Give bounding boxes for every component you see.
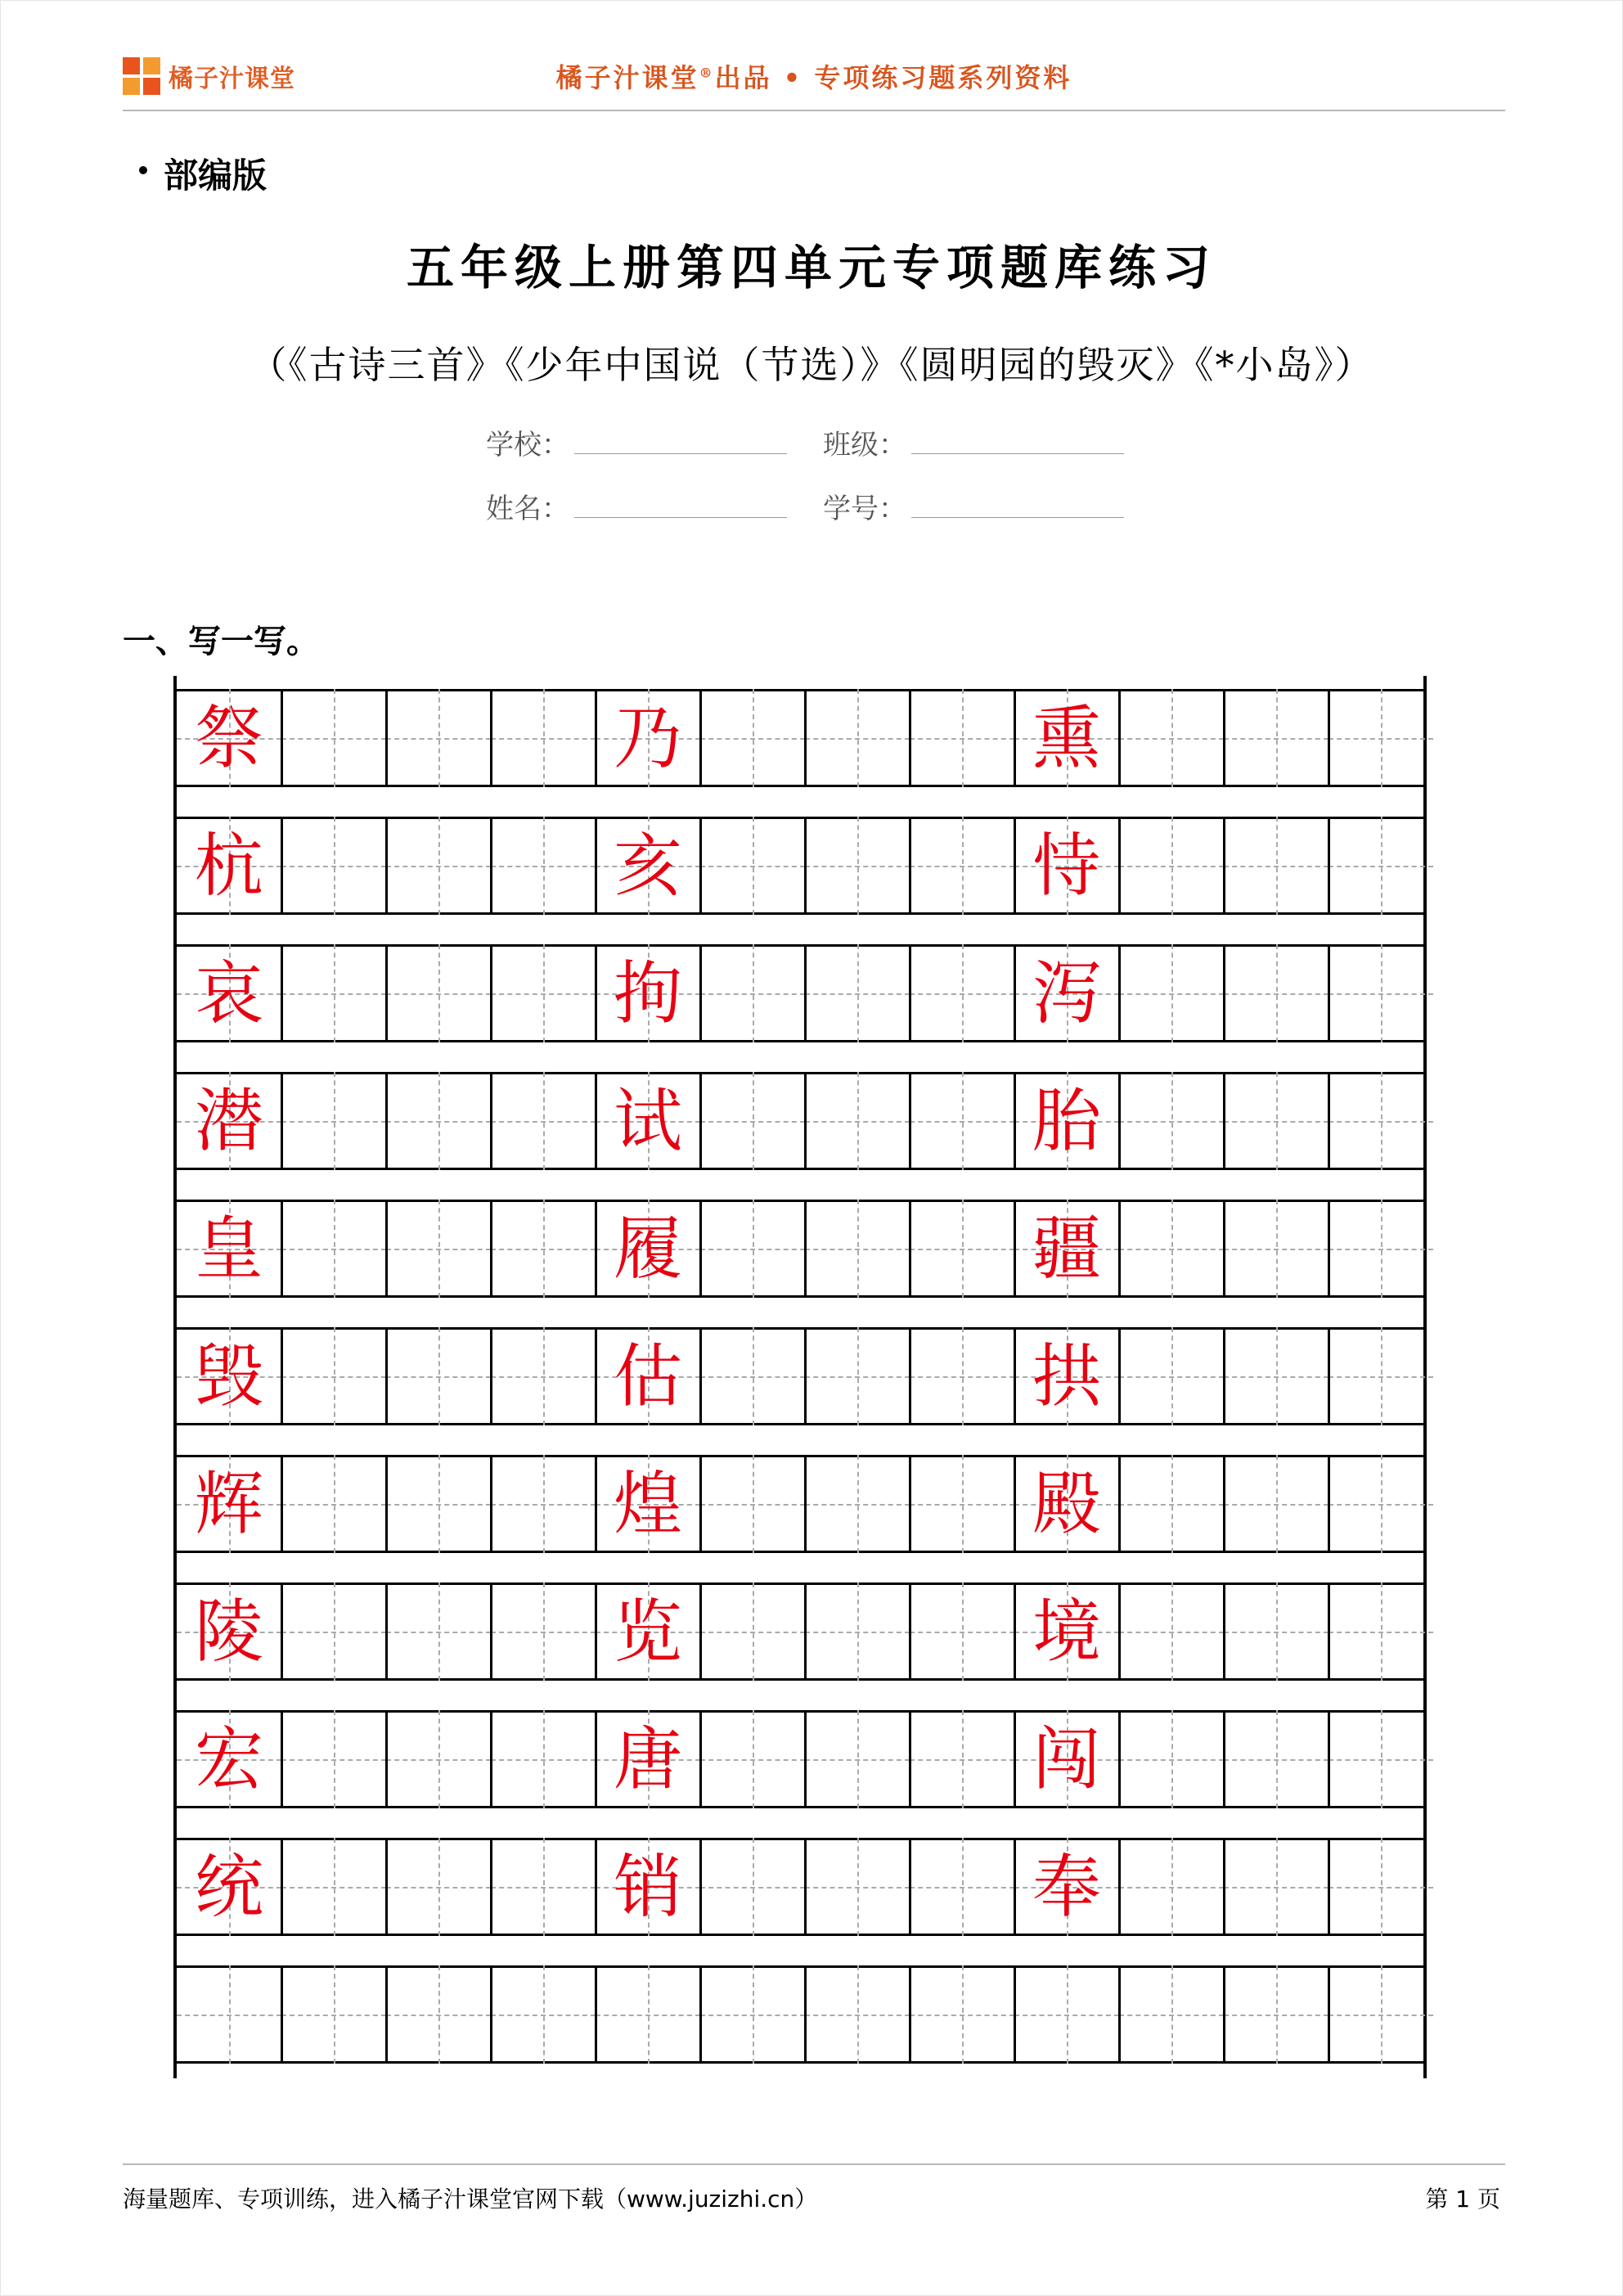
writing-cell[interactable] bbox=[1014, 1838, 1119, 1936]
cell-divider bbox=[804, 689, 807, 787]
writing-cell[interactable] bbox=[491, 817, 596, 915]
writing-cell[interactable] bbox=[1014, 1072, 1119, 1170]
cell-divider bbox=[1223, 817, 1225, 915]
writing-cell[interactable] bbox=[177, 817, 281, 915]
writing-cell[interactable] bbox=[1119, 1072, 1224, 1170]
cell-divider bbox=[1223, 1072, 1225, 1170]
cell-divider bbox=[1223, 1965, 1225, 2064]
cell-divider bbox=[1223, 1582, 1225, 1681]
writing-cell[interactable] bbox=[281, 1582, 386, 1681]
cell-divider bbox=[385, 1838, 388, 1936]
writing-cell[interactable] bbox=[1329, 1200, 1433, 1298]
cell-divider bbox=[490, 689, 492, 787]
cell-divider bbox=[909, 1327, 911, 1425]
model-character: 乃 bbox=[613, 698, 682, 778]
cell-divider bbox=[385, 1582, 388, 1681]
model-character: 疆 bbox=[1032, 1209, 1101, 1289]
model-character: 试 bbox=[613, 1081, 682, 1161]
writing-cell[interactable] bbox=[386, 1582, 491, 1681]
writing-cell[interactable] bbox=[1329, 1838, 1433, 1936]
cell-divider bbox=[1223, 1838, 1225, 1936]
writing-cell[interactable] bbox=[1014, 1455, 1119, 1553]
model-character bbox=[596, 1965, 700, 2064]
writing-cell[interactable] bbox=[805, 1710, 910, 1808]
model-character: 亥 bbox=[613, 826, 682, 906]
cell-divider bbox=[1223, 1200, 1225, 1298]
cell-divider bbox=[1328, 1582, 1330, 1681]
writing-cell[interactable] bbox=[1224, 1455, 1329, 1553]
school-label: 学校： bbox=[486, 429, 569, 461]
writing-cell[interactable] bbox=[1329, 689, 1433, 787]
logo-text: 橘子汁课堂 bbox=[169, 65, 295, 93]
writing-cell[interactable] bbox=[596, 1838, 700, 1936]
model-character: 拱 bbox=[1032, 1336, 1101, 1416]
edition-label bbox=[139, 149, 267, 198]
model-character: 览 bbox=[613, 1591, 682, 1672]
model-character bbox=[177, 1965, 281, 2064]
cell-divider bbox=[385, 1072, 388, 1170]
writing-cell[interactable] bbox=[281, 1710, 386, 1808]
writing-cell[interactable] bbox=[1224, 1710, 1329, 1808]
model-character: 哀 bbox=[194, 953, 263, 1033]
header-divider bbox=[123, 110, 1505, 111]
model-character: 陵 bbox=[194, 1591, 263, 1672]
writing-cell[interactable] bbox=[805, 1582, 910, 1681]
writing-cell[interactable] bbox=[281, 944, 386, 1042]
writing-cell[interactable] bbox=[177, 1455, 281, 1553]
writing-cell[interactable] bbox=[1329, 1455, 1433, 1553]
writing-cell[interactable] bbox=[700, 1838, 805, 1936]
writing-cell[interactable] bbox=[596, 1710, 700, 1808]
cell-divider bbox=[804, 1455, 807, 1553]
writing-cell[interactable] bbox=[805, 1455, 910, 1553]
grid-row bbox=[173, 1200, 1427, 1311]
model-character: 祭 bbox=[194, 698, 263, 778]
writing-cell[interactable] bbox=[1014, 689, 1119, 787]
cell-divider bbox=[1223, 1455, 1225, 1553]
writing-cell[interactable] bbox=[805, 1327, 910, 1425]
writing-cell[interactable] bbox=[386, 1200, 491, 1298]
model-character: 拘 bbox=[613, 953, 682, 1033]
cell-divider bbox=[804, 944, 807, 1042]
writing-cell[interactable] bbox=[910, 1455, 1014, 1553]
model-character: 殿 bbox=[1032, 1464, 1101, 1544]
writing-cell[interactable] bbox=[177, 1200, 281, 1298]
page-title: 五年级上册第四单元专项题库练习 bbox=[406, 240, 1216, 295]
writing-cell[interactable] bbox=[910, 1710, 1014, 1808]
writing-cell[interactable] bbox=[805, 1838, 910, 1936]
cell-divider bbox=[1328, 817, 1330, 915]
model-character: 潜 bbox=[194, 1081, 263, 1161]
bullet-icon bbox=[139, 166, 147, 174]
writing-cell[interactable] bbox=[281, 1838, 386, 1936]
writing-cell[interactable] bbox=[700, 1582, 805, 1681]
class-label: 班级： bbox=[823, 429, 906, 461]
writing-cell[interactable] bbox=[910, 1838, 1014, 1936]
cell-divider bbox=[909, 944, 911, 1042]
writing-cell[interactable] bbox=[491, 1710, 596, 1808]
header-series: 出品 • 专项练习题系列资料 bbox=[714, 62, 1072, 93]
writing-cell[interactable] bbox=[281, 817, 386, 915]
writing-cell[interactable] bbox=[910, 1327, 1014, 1425]
cell-divider bbox=[804, 1200, 807, 1298]
grid-row bbox=[173, 1582, 1427, 1694]
number-blank[interactable] bbox=[911, 501, 1124, 518]
writing-cell[interactable] bbox=[491, 689, 596, 787]
writing-cell[interactable] bbox=[386, 817, 491, 915]
registered-mark: ® bbox=[699, 65, 715, 81]
writing-cell[interactable] bbox=[1014, 1710, 1119, 1808]
cell-divider bbox=[909, 1838, 911, 1936]
writing-cell[interactable] bbox=[386, 1327, 491, 1425]
writing-cell[interactable] bbox=[910, 689, 1014, 787]
cell-divider bbox=[490, 1710, 492, 1808]
writing-cell[interactable] bbox=[700, 1072, 805, 1170]
cell-divider bbox=[909, 1710, 911, 1808]
cell-divider bbox=[909, 1072, 911, 1170]
model-character: 奉 bbox=[1032, 1847, 1101, 1927]
writing-cell[interactable] bbox=[281, 1200, 386, 1298]
model-character: 估 bbox=[613, 1336, 682, 1416]
cell-divider bbox=[490, 1327, 492, 1425]
writing-cell[interactable] bbox=[1014, 1200, 1119, 1298]
writing-cell[interactable] bbox=[386, 1455, 491, 1553]
writing-cell[interactable] bbox=[491, 1455, 596, 1553]
writing-cell[interactable] bbox=[281, 1327, 386, 1425]
model-character: 胎 bbox=[1032, 1081, 1101, 1161]
writing-cell[interactable] bbox=[910, 1072, 1014, 1170]
cell-divider bbox=[385, 1710, 388, 1808]
writing-cell[interactable] bbox=[596, 817, 700, 915]
writing-cell[interactable] bbox=[386, 1072, 491, 1170]
writing-cell[interactable] bbox=[700, 817, 805, 915]
writing-cell[interactable] bbox=[1224, 689, 1329, 787]
model-character: 境 bbox=[1032, 1591, 1101, 1672]
writing-cell[interactable] bbox=[1119, 1710, 1224, 1808]
writing-cell[interactable] bbox=[700, 1455, 805, 1553]
grid-row bbox=[173, 1838, 1427, 1949]
writing-cell[interactable] bbox=[1014, 1965, 1119, 2064]
writing-cell[interactable] bbox=[910, 1200, 1014, 1298]
cell-divider bbox=[385, 1200, 388, 1298]
model-character: 皇 bbox=[194, 1209, 263, 1289]
grid-row bbox=[173, 1455, 1427, 1566]
writing-cell[interactable] bbox=[1119, 1582, 1224, 1681]
writing-cell[interactable] bbox=[700, 1710, 805, 1808]
cell-divider bbox=[385, 1455, 388, 1553]
writing-cell[interactable] bbox=[1119, 1200, 1224, 1298]
writing-cell[interactable] bbox=[805, 1072, 910, 1170]
footer-divider bbox=[123, 2163, 1505, 2165]
writing-cell[interactable] bbox=[1119, 689, 1224, 787]
writing-cell[interactable] bbox=[1329, 1710, 1433, 1808]
grid-row bbox=[173, 944, 1427, 1056]
model-character: 履 bbox=[613, 1209, 682, 1289]
writing-cell[interactable] bbox=[386, 689, 491, 787]
grid-row bbox=[173, 1327, 1427, 1438]
writing-cell[interactable] bbox=[596, 1200, 700, 1298]
writing-cell[interactable] bbox=[596, 1582, 700, 1681]
class-blank[interactable] bbox=[911, 437, 1124, 454]
writing-cell[interactable] bbox=[1014, 944, 1119, 1042]
cell-divider bbox=[1328, 1072, 1330, 1170]
writing-cell[interactable] bbox=[1224, 817, 1329, 915]
writing-cell[interactable] bbox=[700, 1965, 805, 2064]
writing-cell[interactable] bbox=[700, 944, 805, 1042]
writing-cell[interactable] bbox=[1224, 1838, 1329, 1936]
cell-divider bbox=[490, 1965, 492, 2064]
writing-cell[interactable] bbox=[281, 1965, 386, 2064]
writing-cell[interactable] bbox=[1329, 817, 1433, 915]
writing-cell[interactable] bbox=[1329, 1965, 1433, 2064]
writing-cell[interactable] bbox=[805, 1965, 910, 2064]
writing-cell[interactable] bbox=[596, 1327, 700, 1425]
cell-divider bbox=[909, 1582, 911, 1681]
writing-cell[interactable] bbox=[1224, 1965, 1329, 2064]
writing-cell[interactable] bbox=[805, 1200, 910, 1298]
grid-row bbox=[173, 689, 1427, 800]
writing-cell[interactable] bbox=[1329, 1327, 1433, 1425]
model-character: 宏 bbox=[194, 1719, 263, 1799]
writing-cell[interactable] bbox=[910, 944, 1014, 1042]
cell-divider bbox=[1328, 1710, 1330, 1808]
page-number: 第 1 页 bbox=[1425, 2186, 1500, 2213]
writing-grid bbox=[173, 676, 1427, 2078]
model-character: 毁 bbox=[194, 1336, 263, 1416]
grid-row bbox=[173, 817, 1427, 928]
writing-cell[interactable] bbox=[805, 817, 910, 915]
writing-cell[interactable] bbox=[177, 1327, 281, 1425]
page-header bbox=[123, 49, 1505, 113]
writing-cell[interactable] bbox=[177, 1838, 281, 1936]
footer-promo: 海量题库、专项训练，进入橘子汁课堂官网下载（www.juzizhi.cn） bbox=[123, 2186, 818, 2213]
writing-cell[interactable] bbox=[1329, 1072, 1433, 1170]
writing-cell[interactable] bbox=[1014, 1582, 1119, 1681]
cell-divider bbox=[385, 689, 388, 787]
cell-divider bbox=[804, 1710, 807, 1808]
number-label: 学号： bbox=[823, 493, 906, 525]
cell-divider bbox=[909, 1455, 911, 1553]
cell-divider bbox=[490, 1200, 492, 1298]
writing-cell[interactable] bbox=[1119, 1455, 1224, 1553]
cell-divider bbox=[490, 1838, 492, 1936]
writing-cell[interactable] bbox=[910, 1965, 1014, 2064]
writing-cell[interactable] bbox=[386, 1838, 491, 1936]
writing-cell[interactable] bbox=[177, 1710, 281, 1808]
writing-cell[interactable] bbox=[805, 689, 910, 787]
writing-cell[interactable] bbox=[386, 1965, 491, 2064]
writing-cell[interactable] bbox=[281, 1072, 386, 1170]
writing-cell[interactable] bbox=[1119, 1327, 1224, 1425]
model-character: 杭 bbox=[194, 826, 263, 906]
school-blank[interactable] bbox=[574, 437, 787, 454]
writing-cell[interactable] bbox=[491, 1200, 596, 1298]
model-character: 熏 bbox=[1032, 698, 1101, 778]
writing-cell[interactable] bbox=[281, 689, 386, 787]
cell-divider bbox=[1328, 1455, 1330, 1553]
writing-cell[interactable] bbox=[910, 1582, 1014, 1681]
writing-cell[interactable] bbox=[491, 1838, 596, 1936]
cell-divider bbox=[490, 944, 492, 1042]
writing-cell[interactable] bbox=[1224, 1582, 1329, 1681]
writing-cell[interactable] bbox=[491, 1582, 596, 1681]
writing-cell[interactable] bbox=[177, 1072, 281, 1170]
writing-cell[interactable] bbox=[700, 1327, 805, 1425]
writing-cell[interactable] bbox=[491, 1072, 596, 1170]
model-character: 泻 bbox=[1032, 953, 1101, 1033]
cell-divider bbox=[909, 689, 911, 787]
model-character: 统 bbox=[194, 1847, 263, 1927]
cell-divider bbox=[804, 1327, 807, 1425]
writing-cell[interactable] bbox=[1224, 1200, 1329, 1298]
cell-divider bbox=[804, 1582, 807, 1681]
grid-row bbox=[173, 1072, 1427, 1183]
info-row-school-class bbox=[486, 422, 1124, 462]
cell-divider bbox=[385, 817, 388, 915]
writing-cell[interactable] bbox=[1224, 1327, 1329, 1425]
writing-cell[interactable] bbox=[1224, 944, 1329, 1042]
writing-cell[interactable] bbox=[1014, 1327, 1119, 1425]
writing-cell[interactable] bbox=[491, 944, 596, 1042]
writing-cell[interactable] bbox=[1119, 817, 1224, 915]
cell-divider bbox=[804, 1838, 807, 1936]
model-character bbox=[1014, 1965, 1119, 2064]
writing-cell[interactable] bbox=[596, 1965, 700, 2064]
writing-cell[interactable] bbox=[1224, 1072, 1329, 1170]
writing-cell[interactable] bbox=[596, 689, 700, 787]
writing-cell[interactable] bbox=[177, 689, 281, 787]
writing-cell[interactable] bbox=[177, 944, 281, 1042]
writing-cell[interactable] bbox=[491, 1965, 596, 2064]
cell-divider bbox=[1223, 944, 1225, 1042]
cell-divider bbox=[909, 1965, 911, 2064]
writing-cell[interactable] bbox=[596, 944, 700, 1042]
writing-cell[interactable] bbox=[1119, 1838, 1224, 1936]
header-brand: 橘子汁课堂 bbox=[555, 62, 699, 93]
grid-row bbox=[173, 1965, 1427, 2077]
writing-cell[interactable] bbox=[1119, 1965, 1224, 2064]
cell-divider bbox=[804, 817, 807, 915]
writing-cell[interactable] bbox=[1329, 1582, 1433, 1681]
writing-cell[interactable] bbox=[910, 817, 1014, 915]
model-character: 唐 bbox=[613, 1719, 682, 1799]
header-tagline bbox=[123, 57, 1505, 95]
cell-divider bbox=[385, 944, 388, 1042]
cell-divider bbox=[1328, 944, 1330, 1042]
cell-divider bbox=[909, 817, 911, 915]
cell-divider bbox=[1328, 689, 1330, 787]
writing-cell[interactable] bbox=[596, 1455, 700, 1553]
writing-cell[interactable] bbox=[700, 689, 805, 787]
cell-divider bbox=[1223, 1327, 1225, 1425]
cell-divider bbox=[804, 1965, 807, 2064]
cell-divider bbox=[1223, 689, 1225, 787]
writing-cell[interactable] bbox=[386, 1710, 491, 1808]
writing-cell[interactable] bbox=[805, 944, 910, 1042]
page-subtitle: （《古诗三首》《少年中国说（节选）》《圆明园的毁灭》《*小岛》） bbox=[249, 343, 1374, 387]
cell-divider bbox=[1328, 1200, 1330, 1298]
model-character: 闯 bbox=[1032, 1719, 1101, 1799]
writing-cell[interactable] bbox=[281, 1455, 386, 1553]
writing-cell[interactable] bbox=[177, 1582, 281, 1681]
cell-divider bbox=[1328, 1838, 1330, 1936]
cell-divider bbox=[490, 1072, 492, 1170]
writing-cell[interactable] bbox=[1014, 817, 1119, 915]
cell-divider bbox=[490, 1455, 492, 1553]
writing-cell[interactable] bbox=[177, 1965, 281, 2064]
model-character: 辉 bbox=[194, 1464, 263, 1544]
edition-text: 部编版 bbox=[164, 155, 268, 196]
writing-cell[interactable] bbox=[596, 1072, 700, 1170]
writing-cell[interactable] bbox=[700, 1200, 805, 1298]
section-title: 一、写一写。 bbox=[123, 623, 319, 660]
cell-divider bbox=[490, 817, 492, 915]
info-row-name-number bbox=[486, 486, 1124, 526]
cell-divider bbox=[1328, 1327, 1330, 1425]
model-character: 恃 bbox=[1032, 826, 1101, 906]
cell-divider bbox=[385, 1965, 388, 2064]
cell-divider bbox=[1223, 1710, 1225, 1808]
writing-cell[interactable] bbox=[1119, 944, 1224, 1042]
writing-cell[interactable] bbox=[1329, 944, 1433, 1042]
cell-divider bbox=[1328, 1965, 1330, 2064]
cell-divider bbox=[385, 1327, 388, 1425]
cell-divider bbox=[490, 1582, 492, 1681]
model-character: 销 bbox=[613, 1847, 682, 1927]
grid-row bbox=[173, 1710, 1427, 1821]
name-blank[interactable] bbox=[574, 501, 787, 518]
writing-cell[interactable] bbox=[491, 1327, 596, 1425]
cell-divider bbox=[909, 1200, 911, 1298]
cell-divider bbox=[804, 1072, 807, 1170]
model-character: 煌 bbox=[613, 1464, 682, 1544]
name-label: 姓名： bbox=[486, 493, 569, 525]
writing-cell[interactable] bbox=[386, 944, 491, 1042]
